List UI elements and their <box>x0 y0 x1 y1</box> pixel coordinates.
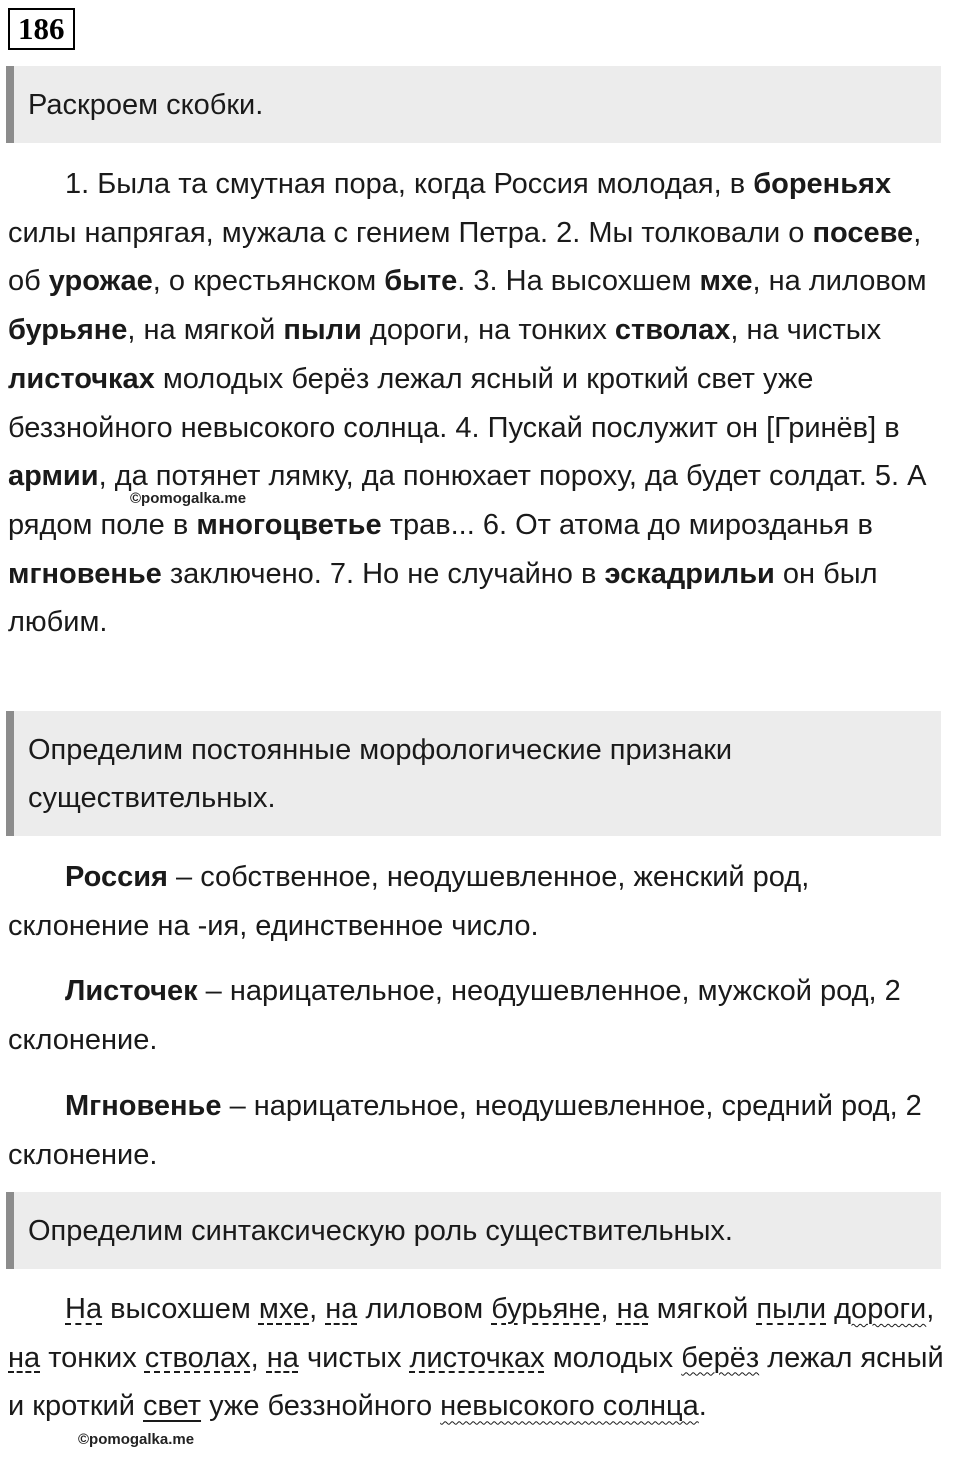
header-text: Определим синтаксическую роль существительных. <box>28 1214 733 1247</box>
bold-word: стволах <box>614 314 731 347</box>
bold-word: бурьяне <box>8 314 128 347</box>
section-header-brackets <box>6 66 941 143</box>
text-fragment: 1. Была та смутная пора, когда Россия молодая, в <box>65 168 754 200</box>
text-fragment: , об <box>8 216 922 298</box>
morph-word: Мгновенье <box>65 1090 222 1122</box>
text-fragment: высохшем <box>102 1293 259 1325</box>
text-fragment: , на мягкой <box>127 314 284 347</box>
bold-word: армии <box>8 460 99 493</box>
morph-desc: – нарицательное, неодушевленное, средний род, 2 склонение. <box>8 1090 922 1171</box>
text-fragment: дороги, на тонких <box>361 314 615 347</box>
exercise-text <box>8 160 956 647</box>
circumstance-mark: пыли <box>756 1293 827 1325</box>
attribute-mark: дороги <box>834 1293 927 1325</box>
morph-desc: – собственное, неодушевленное, женский род, склонение на -ия, единственное число. <box>8 861 810 942</box>
morph-desc: – нарицательное, неодушевленное, мужской род, 2 склонение. <box>8 975 901 1056</box>
text-fragment: , <box>250 1341 267 1374</box>
morph-item <box>8 967 956 1064</box>
text-fragment: он был любим. <box>8 557 878 639</box>
text-fragment: молодых <box>544 1341 682 1374</box>
attribute-mark: берёз <box>681 1341 760 1374</box>
circumstance-mark: стволах <box>144 1341 251 1374</box>
text-fragment: , <box>600 1293 617 1325</box>
text-fragment: молодых берёз лежал ясный и кроткий свет уже беззнойного невысокого солнца. 4. Пускай послужит он [Гринёв] в <box>8 362 900 444</box>
text-fragment: , <box>926 1293 935 1325</box>
circumstance-mark: листочках <box>409 1341 545 1374</box>
circumstance-mark: на <box>616 1293 649 1325</box>
watermark: ©pomogalka.me <box>78 1431 195 1448</box>
text-fragment: лежал ясный и кроткий <box>8 1341 944 1423</box>
text-fragment: тонких <box>40 1341 145 1374</box>
bold-word: урожае <box>48 265 153 298</box>
text-fragment: чистых <box>298 1341 410 1374</box>
text-fragment: заключено. 7. Но не случайно в <box>161 557 605 590</box>
circumstance-mark: на <box>8 1341 41 1374</box>
bold-word: мгновенье <box>8 557 162 590</box>
bold-word: пыли <box>283 314 362 347</box>
text-fragment: уже беззнойного <box>201 1390 441 1423</box>
text-fragment: трав... 6. От атома до мирозданья в <box>381 508 873 541</box>
syntax-sentence <box>8 1285 956 1431</box>
task-number: 186 <box>8 8 75 50</box>
bold-word: посеве <box>812 216 914 249</box>
text-fragment: , о крестьянском <box>152 265 385 298</box>
morph-word: Россия <box>65 861 168 893</box>
header-text: Определим постоянные морфологические признаки <box>28 733 733 766</box>
subject-mark: свет <box>143 1390 202 1423</box>
morph-item <box>8 853 956 950</box>
text-fragment: лиловом <box>357 1293 492 1325</box>
text-fragment: , на чистых <box>730 314 882 347</box>
bold-word: эскадрильи <box>604 557 775 590</box>
circumstance-mark: мхе <box>258 1293 310 1325</box>
bold-word: бореньях <box>753 168 892 200</box>
morph-item <box>8 1082 956 1179</box>
section-header-morphology <box>6 711 941 836</box>
circumstance-mark: на <box>266 1341 299 1374</box>
section-header-syntax <box>6 1192 941 1269</box>
attribute-mark: невысокого солнца <box>440 1390 699 1423</box>
header-text: существительных. <box>28 781 276 814</box>
circumstance-mark: бурьяне <box>491 1293 601 1325</box>
circumstance-mark: На <box>65 1293 103 1325</box>
bold-word: мхе <box>699 265 753 298</box>
text-fragment: , да потянет лямку, да понюхает пороху, да будет солдат. 5. А рядом поле в <box>8 460 927 541</box>
header-text: Раскроем скобки. <box>28 88 264 121</box>
text-fragment: , <box>309 1293 326 1325</box>
text-fragment: , на лиловом <box>752 265 927 298</box>
text-fragment: . <box>698 1390 707 1423</box>
bold-word: многоцветье <box>196 508 382 541</box>
bold-word: быте <box>384 265 458 298</box>
text-fragment <box>826 1293 834 1325</box>
circumstance-mark: на <box>325 1293 358 1325</box>
text-fragment: мягкой <box>648 1293 757 1325</box>
text-fragment: силы напрягая, мужала с гением Петра. 2. Мы толковали о <box>8 216 813 249</box>
watermark: ©pomogalka.me <box>130 490 247 507</box>
morph-word: Листочек <box>65 975 198 1007</box>
text-fragment: . 3. На высохшем <box>457 265 700 298</box>
bold-word: листочках <box>8 362 155 395</box>
